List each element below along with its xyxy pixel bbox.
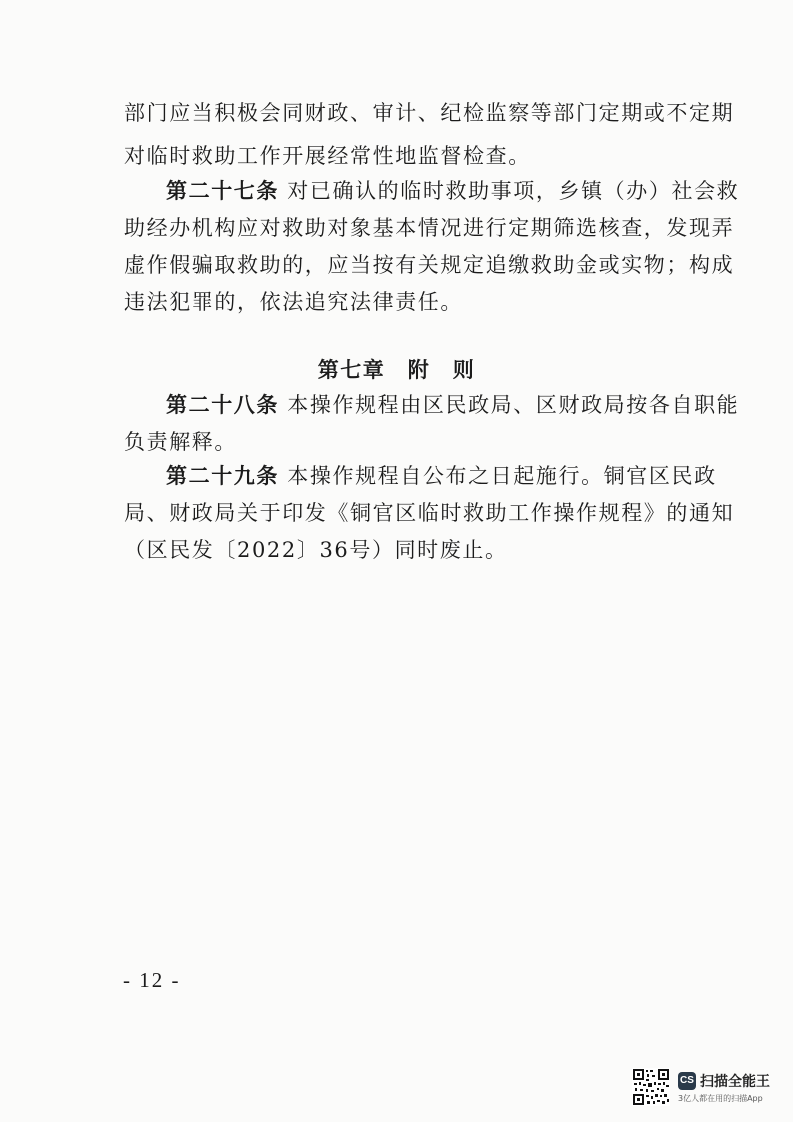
article-27-line: 虚作假骗取救助的，应当按有关规定追缴救助金或实物；构成 xyxy=(124,253,735,277)
article-29-text: 本操作规程自公布之日起施行。铜官区民政 xyxy=(279,464,717,488)
watermark-title: 扫描全能王 xyxy=(700,1074,770,1090)
article-28-text: 本操作规程由区民政局、区财政局按各自职能 xyxy=(279,393,740,417)
scanner-watermark xyxy=(632,1068,782,1108)
qr-code-icon xyxy=(632,1068,670,1106)
article-27-line: 违法犯罪的，依法追究法律责任。 xyxy=(124,290,463,314)
article-27-text: 对已确认的临时救助事项，乡镇（办）社会救 xyxy=(279,179,740,203)
article-28-label: 第二十八条 xyxy=(166,393,279,417)
camscanner-logo-icon: CS xyxy=(678,1072,696,1090)
body-line: 部门应当积极会同财政、审计、纪检监察等部门定期或不定期 xyxy=(124,101,735,125)
article-29-line: 局、财政局关于印发《铜官区临时救助工作操作规程》的通知 xyxy=(124,501,735,525)
article-28-line: 负责解释。 xyxy=(124,430,237,454)
body-line: 对临时救助工作开展经常性地监督检查。 xyxy=(124,144,531,168)
article-28-first-line xyxy=(166,392,740,418)
watermark-subtitle: 3亿人都在用的扫描App xyxy=(678,1094,763,1103)
article-27-line: 助经办机构应对救助对象基本情况进行定期筛选核查，发现弄 xyxy=(124,216,735,240)
article-27-label: 第二十七条 xyxy=(166,179,279,203)
chapter-heading: 第七章 附 则 xyxy=(317,358,476,382)
article-27-first-line xyxy=(166,178,740,204)
article-29-label: 第二十九条 xyxy=(166,464,279,488)
article-29-first-line xyxy=(166,463,726,489)
article-29-line: （区民发〔2022〕36号）同时废止。 xyxy=(124,538,508,562)
page-number: - 12 - xyxy=(123,968,181,992)
